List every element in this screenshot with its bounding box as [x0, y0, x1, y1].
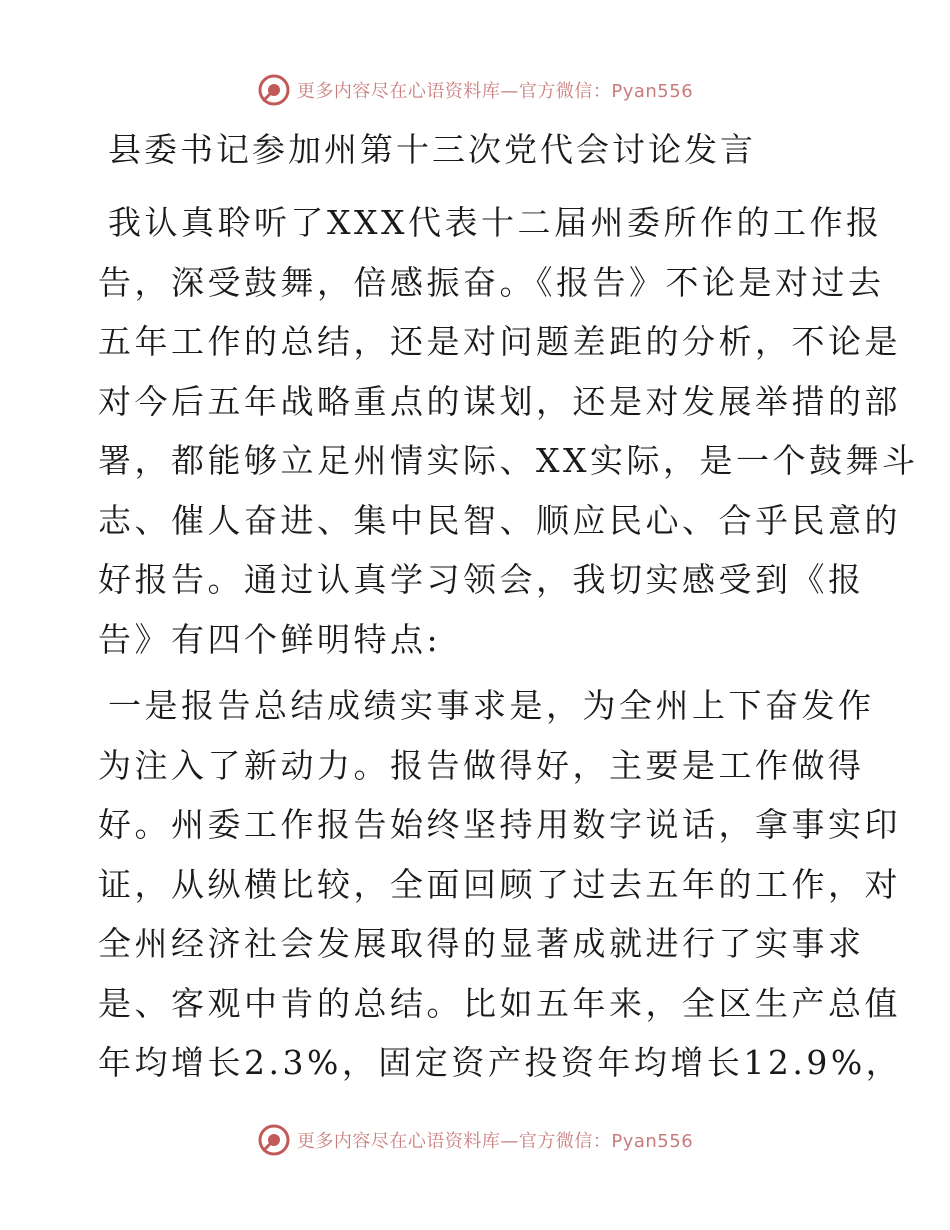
watermark-header [0, 70, 950, 110]
text-line: 对今后五年战略重点的谋划，还是对发展举措的部 [98, 381, 901, 421]
text-line: 好。州委工作报告始终坚持用数字说话，拿事实印 [98, 805, 901, 844]
text-line: 志、催人奋进、集中民智、顺应民心、合乎民意的 [98, 500, 901, 540]
text-line: 告，深受鼓舞，倍感振奋。《报告》不论是对过去 [98, 262, 885, 302]
text-line: 署，都能够立足州情实际、XX实际，是一个鼓舞斗 [98, 441, 919, 480]
text-line: 五年工作的总结，还是对问题差距的分析，不论是 [98, 322, 901, 361]
paragraph-1 [98, 193, 919, 669]
text-line: 好报告。通过认真学习领会，我切实感受到《报 [98, 560, 865, 599]
text-line: 告》有四个鲜明特点: [98, 619, 442, 659]
page-title: 县委书记参加州第十三次党代会讨论发言 [108, 130, 756, 169]
text-line: 一是报告总结成绩实事求是，为全州上下奋发作 [108, 686, 875, 725]
text-line: 全州经济社会发展取得的显著成就进行了实事求 [98, 924, 865, 963]
text-line: 为注入了新动力。报告做得好，主要是工作做得 [98, 745, 865, 785]
watermark-text: 更多内容尽在心语资料库—官方微信：Pyan556 [296, 1131, 694, 1152]
text-line: 年均增长2.3%，固定资产投资年均增长12.9%， [98, 1043, 903, 1082]
logo-icon [257, 73, 291, 107]
text-line: 是、客观中肯的总结。比如五年来，全区生产总值 [98, 983, 901, 1023]
text-line: 证，从纵横比较，全面回顾了过去五年的工作，对 [98, 864, 901, 904]
watermark-footer [0, 1120, 950, 1160]
logo-icon [257, 1123, 291, 1157]
paragraph-2 [98, 676, 903, 1093]
watermark-text: 更多内容尽在心语资料库—官方微信：Pyan556 [296, 81, 694, 102]
text-line: 我认真聆听了XXX代表十二届州委所作的工作报 [108, 203, 883, 242]
